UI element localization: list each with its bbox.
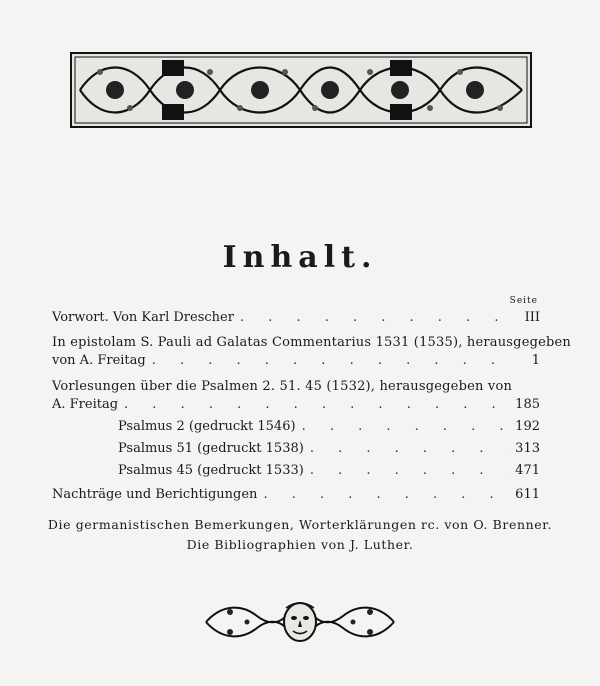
toc-subentry[interactable] bbox=[118, 441, 540, 461]
credit-line: Die germanistischen Bemerkungen, Worterklärungen rc. von O. Brenner. bbox=[47, 517, 553, 532]
credit-line: Die Bibliographien von J. Luther. bbox=[186, 537, 414, 552]
toc-entry-title: Psalmus 45 (gedruckt 1533) bbox=[118, 463, 304, 478]
leader-dots bbox=[240, 310, 514, 325]
toc-entry[interactable] bbox=[52, 487, 540, 507]
toc-entry-continued[interactable] bbox=[52, 397, 540, 417]
toc-entry-title: Psalmus 2 (gedruckt 1546) bbox=[118, 419, 296, 434]
toc-entry-title: Vorwort. Von Karl Drescher bbox=[52, 310, 234, 325]
mask-icon bbox=[284, 603, 316, 641]
leader-dots bbox=[263, 487, 509, 502]
credits bbox=[0, 515, 600, 555]
toc-entry-title: Psalmus 51 (gedruckt 1538) bbox=[118, 441, 304, 456]
page-title: Inhalt. bbox=[222, 240, 378, 275]
toc-entry-page: III bbox=[524, 310, 540, 325]
leader-dots bbox=[302, 419, 510, 434]
toc-entry-title: A. Freitag bbox=[52, 397, 119, 412]
seite-label: Seite bbox=[509, 296, 538, 306]
toc-entry-page: 611 bbox=[515, 487, 540, 502]
toc-entry-page: 185 bbox=[515, 397, 540, 412]
toc-entry-continued[interactable] bbox=[52, 353, 540, 373]
toc-entry[interactable] bbox=[52, 310, 540, 330]
toc-entry-page: 192 bbox=[515, 419, 540, 434]
toc-entry[interactable] bbox=[52, 335, 571, 355]
toc-entry-page: 313 bbox=[515, 441, 540, 456]
leader-dots bbox=[152, 353, 514, 368]
toc-entry[interactable] bbox=[52, 379, 540, 399]
toc-subentry[interactable] bbox=[118, 419, 540, 439]
leader-dots bbox=[124, 397, 509, 412]
toc-entry-title: Vorlesungen über die Psalmen 2. 51. 45 (1532), herausgegeben von bbox=[52, 379, 513, 394]
toc-entry-page: 471 bbox=[515, 463, 540, 478]
toc-entry-title: Nachträge und Berichtigungen bbox=[52, 487, 258, 502]
footer-ornament bbox=[202, 598, 398, 644]
toc-entry-title: In epistolam S. Pauli ad Galatas Commentarius 1531 (1535), herausgegeben bbox=[52, 335, 571, 350]
toc-entry-title: von A. Freitag bbox=[52, 353, 146, 368]
toc-entry-page: 1 bbox=[531, 353, 540, 368]
leader-dots bbox=[310, 463, 509, 478]
header-ornament bbox=[70, 52, 532, 128]
toc-subentry[interactable] bbox=[118, 463, 540, 483]
leader-dots bbox=[310, 441, 509, 456]
